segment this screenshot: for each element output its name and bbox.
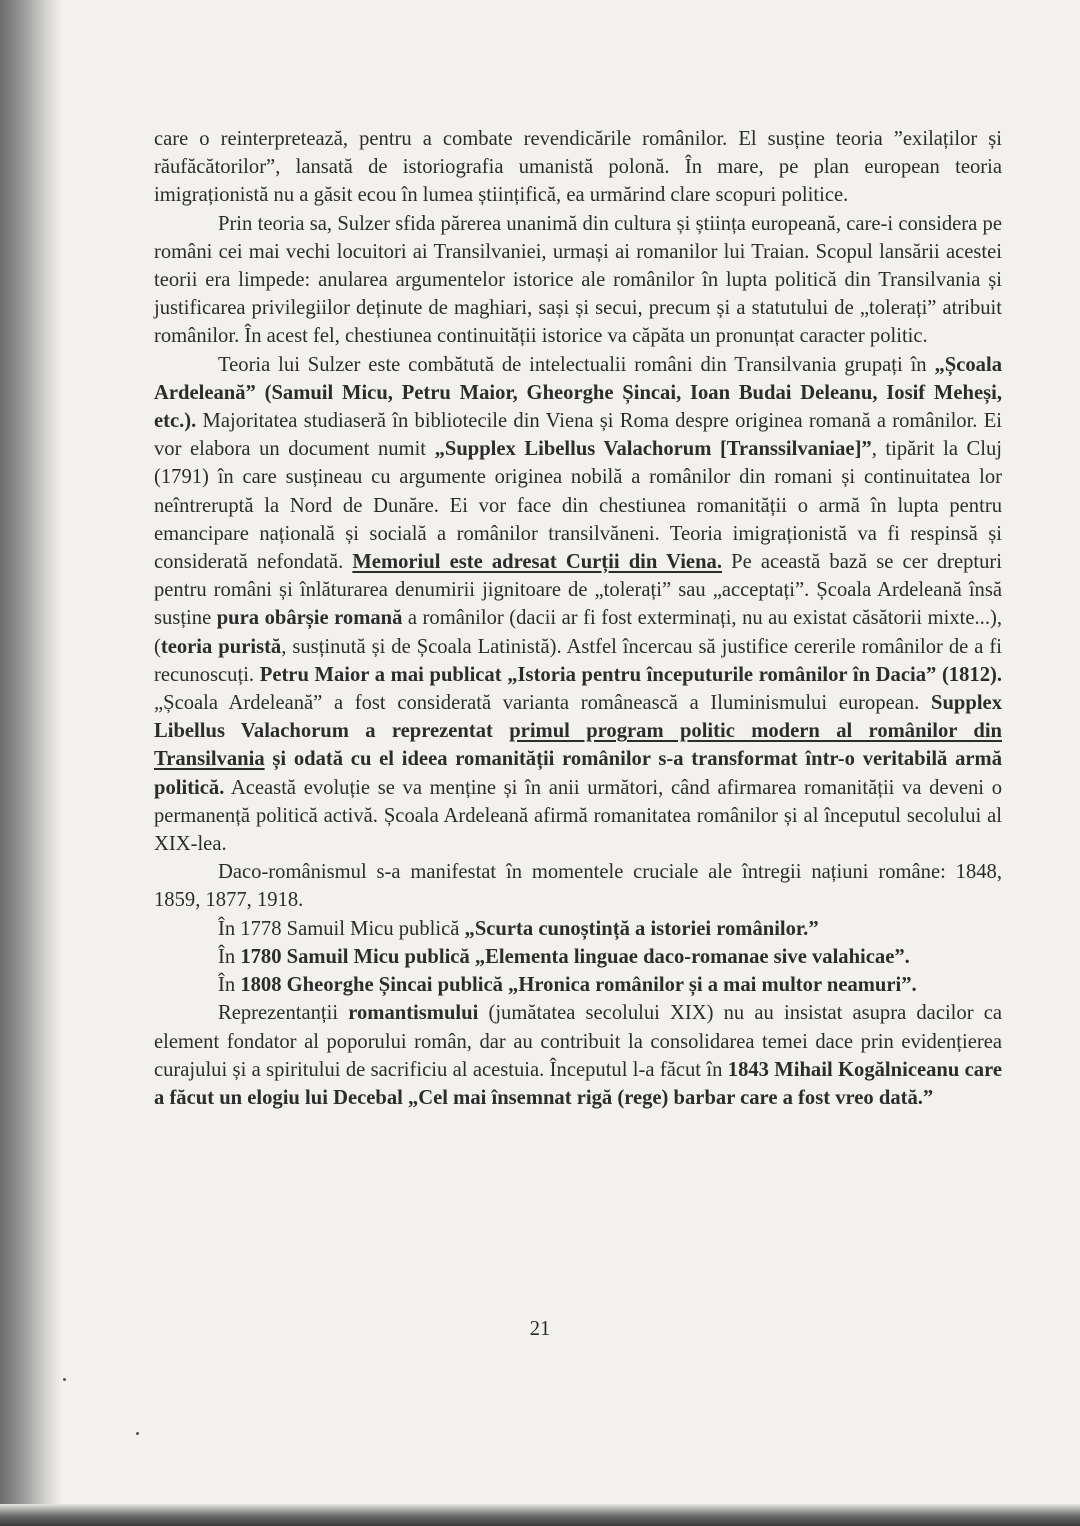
emphasized-text: primul program politic modern al românilor din Transilvania: [154, 720, 1003, 771]
emphasized-text: 1780 Samuil Micu publică „Elementa linguae daco-romanae sive valahicae”.: [240, 945, 910, 968]
paragraph-text: Prin teoria sa, Sulzer sfida părerea unanimă din cultura și știința europeană, care-i considera pe români cei mai vechi locuitori ai Transilvaniei, urmași ai romanilor lui Traian. Scopul lansării acestei teorii era limpede: anularea argumentelor istorice ale românilor în lupta politică din Transilvania și justificarea privilegiilor deținute de maghiari, sași și secui, precum și a statutului de „tolerați” atribuit românilor. În acest fel, chestiunea continuității istorice va căpăta un pronunțat caracter politic.: [154, 212, 1002, 348]
paragraph-text: , tipărit la Cluj (1791) în care susțineau cu argumente originea nobilă a românilor din romani și continuitatea lor neîntreruptă la Nord de Dunăre. Ei vor face din chestiunea romanității o armă în lupta pentru emancipare națională și socială a românilor transilvăneni. Teoria imigraționistă va fi respinsă și considerată nefondată.: [154, 438, 1002, 574]
paragraph-text: Majoritatea studiaseră în bibliotecile din Viena și Roma despre originea romană a românilor. Ei vor elabora un document numit: [154, 410, 1002, 461]
paragraph-text: care o reinterpretează, pentru a combate revendicările românilor. El susține teoria ”exilaților și răufăcătorilor”, lansată de istoriografia umanistă polonă. În mare, pe plan european teoria imigraționistă nu a găsit ecou în lumea științifică, ea urmărind clare scopuri politice.: [154, 128, 1002, 207]
scan-speck: [63, 1378, 66, 1381]
paragraph: [154, 351, 1002, 859]
paragraph: [154, 971, 1002, 999]
emphasized-text: Supplex Libellus Valachorum a reprezentat: [154, 692, 1002, 743]
scan-bottom-edge: [0, 1504, 1080, 1526]
scan-speck: [136, 1432, 139, 1435]
emphasized-text: Petru Maior a mai publicat „Istoria pentru începuturile românilor în Dacia” (1812).: [259, 663, 1002, 686]
emphasized-text: 1808 Gheorghe Șincai publică „Hronica românilor și a mai multor neamuri”.: [240, 974, 917, 997]
emphasized-text: și odată cu el ideea romanității românilor s-a transformat într-o veritabilă armă politică.: [154, 748, 1002, 799]
paragraph-text: În: [218, 945, 241, 968]
paragraph-text: Teoria lui Sulzer este combătută de intelectualii români din Transilvania grupați în: [218, 353, 935, 376]
emphasized-text: Memoriul este adresat Curții din Viena.: [352, 551, 722, 574]
emphasized-text: „Școala Ardeleană” (Samuil Micu, Petru Maior, Gheorghe Șincai, Ioan Budai Deleanu, Iosif Meheși, etc.).: [154, 353, 1002, 433]
page-number: 21: [529, 1318, 551, 1340]
paragraph: [154, 943, 1002, 971]
paragraph-text: , susținută și de Școala Latinistă). Astfel încercau să justifice cererile românilor de a fi recunoscuți.: [154, 635, 1002, 686]
emphasized-text: romantismului: [348, 1002, 479, 1025]
emphasized-text: teoria puristă: [160, 635, 282, 658]
paragraph-text: Daco-românismul s-a manifestat în momentele cruciale ale întregii națiuni române: 1848, 1859, 1877, 1918.: [154, 861, 1002, 912]
emphasized-text: „Supplex Libellus Valachorum [Transsilvaniae]”: [434, 438, 872, 461]
page-body: [154, 125, 1002, 1112]
paragraph: [154, 915, 1002, 943]
paragraph: [154, 858, 1002, 914]
paragraph-text: În 1778 Samuil Micu publică: [218, 917, 465, 940]
paragraph-text: a românilor (dacii ar fi fost exterminați, nu au existat căsătorii mixte...),(: [154, 607, 1002, 658]
scan-edge-shadow: [0, 0, 62, 1526]
paragraph-text: Reprezentanții: [218, 1002, 349, 1025]
emphasized-text: pura obârșie romană: [216, 607, 403, 630]
emphasized-text: „Scurta cunoștință a istoriei românilor.”: [464, 917, 819, 940]
paragraph: [154, 999, 1002, 1112]
paragraph: [154, 210, 1002, 351]
paragraph-text: „Școala Ardeleană” a fost considerată varianta românească a Iluminismului european.: [154, 692, 932, 715]
paragraph-text: Pe această bază se cer drepturi pentru români și înlăturarea denumirii jignitoare de „tolerați” sau „acceptați”. Școala Ardeleană însă susține: [154, 551, 1003, 630]
paragraph-text: Această evoluție se va menține și în anii următori, când afirmarea romanității va deveni o permanență politică activă. Școala Ardeleană afirmă romanitatea românilor și al începutul secolului al XIX-lea.: [154, 776, 1002, 856]
paragraph: [154, 125, 1002, 210]
emphasized-text: 1843 Mihail Kogălniceanu care a făcut un elogiu lui Decebal „Cel mai însemnat rigă (rege) barbar care a fost vreo dată.”: [154, 1058, 1003, 1109]
paragraph-text: În: [218, 974, 241, 997]
paragraph-text: (jumătatea secolului XIX) nu au insistat asupra dacilor ca element fondator al poporului român, dar au contribuit la consolidarea temei dace prin evidențierea curajului și a spiritului de sacrificiu al acestuia. Începutul l-a făcut în: [154, 1002, 1002, 1081]
